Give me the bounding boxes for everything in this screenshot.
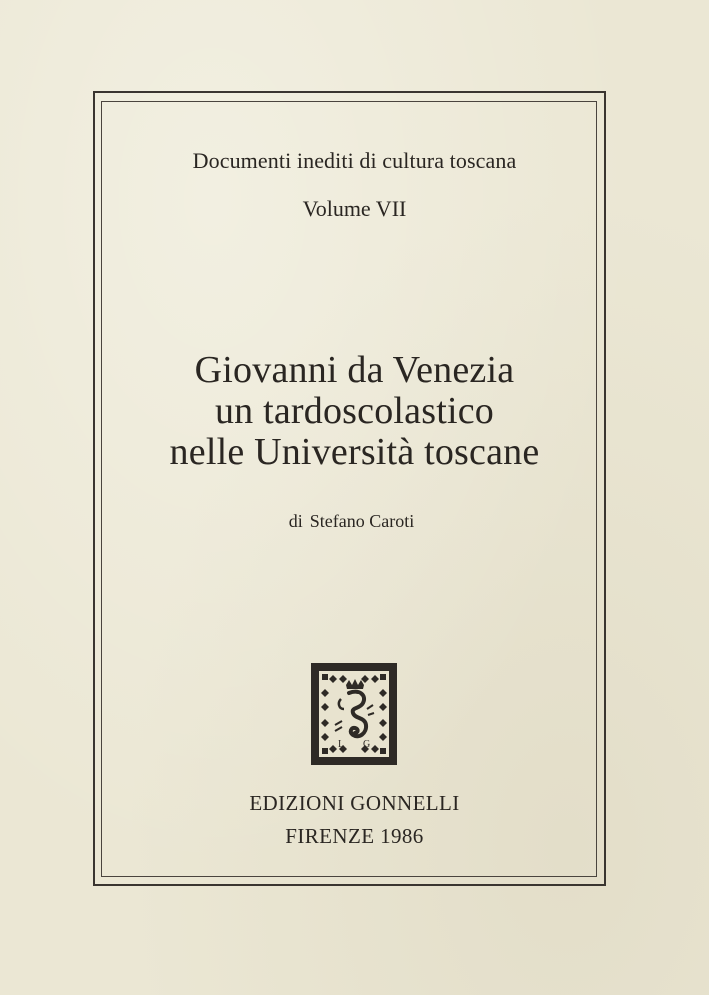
title-line-2: un tardoscolastico: [214, 390, 495, 432]
author-prefix: di: [288, 511, 303, 531]
series-title: Documenti inediti di cultura toscana: [192, 148, 517, 173]
author-name: Stefano Caroti: [309, 511, 415, 531]
publication-place-year: FIRENZE 1986: [285, 824, 424, 848]
svg-text:L: L: [338, 739, 345, 750]
volume-number: Volume VII: [302, 196, 407, 221]
publisher-name: EDIZIONI GONNELLI: [249, 791, 460, 815]
title-line-1: Giovanni da Venezia: [194, 349, 515, 391]
author-line: [0, 511, 706, 532]
book-title: [0, 350, 709, 473]
svg-text:G: G: [363, 739, 371, 750]
title-line-3: nelle Università toscane: [169, 431, 540, 473]
publisher-emblem-icon: [311, 663, 397, 765]
